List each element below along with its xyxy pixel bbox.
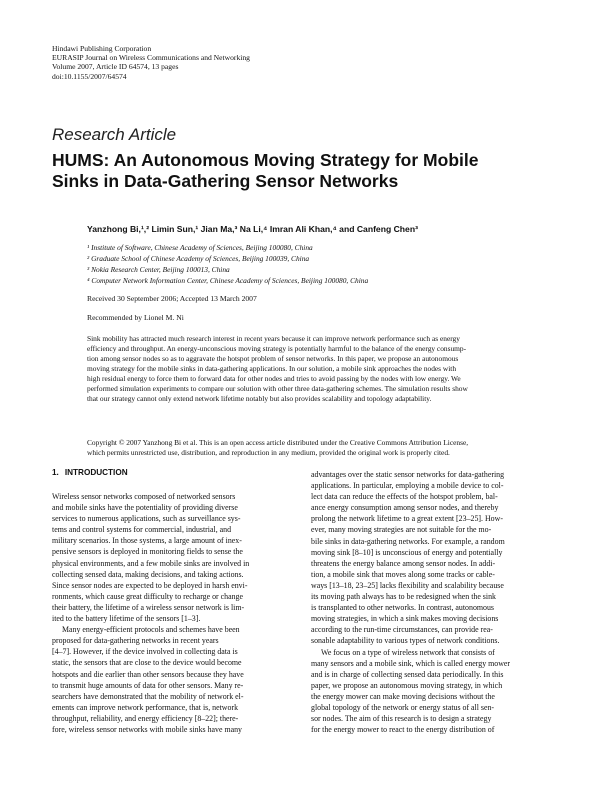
- body-line: ways [13–18, 23–25] lacks flexibility and scalability because: [311, 580, 504, 590]
- body-line: Wireless sensor networks composed of networked sensors: [52, 492, 236, 501]
- body-line: prolong the network lifetime to a great extent [23–25]. How-: [311, 514, 503, 524]
- body-line: threatens the energy balance among sensor nodes. In addi-: [311, 558, 496, 568]
- body-line: and mobile sinks have the potentiality of providing diverse: [52, 503, 238, 513]
- body-line: tems and control systems for commercial, industrial, and: [52, 525, 232, 535]
- body-line: its moving path always has to be redesigned when the sink: [311, 592, 496, 602]
- body-line: [4–7]. However, if the device involved in collecting data is: [52, 647, 238, 657]
- publisher-line: Hindawi Publishing Corporation: [52, 44, 152, 53]
- body-line: applications. In particular, employing a mobile device to col-: [311, 481, 504, 491]
- section-heading: [52, 468, 128, 477]
- body-line: collecting sensed data, making decisions, and taking actions.: [52, 569, 244, 579]
- body-line: is transplanted to other networks. In contrast, autonomous: [311, 603, 494, 613]
- affiliation: ⁴ Computer Network Information Center, Chinese Academy of Sciences, Beijing 100080, China: [87, 275, 369, 285]
- body-line: for the energy mower to react to the energy distribution of: [311, 725, 495, 735]
- body-line: advantages over the static sensor networks for data-gathering: [311, 470, 505, 479]
- body-line: tion, a mobile sink that moves along some tracks or cable-: [311, 569, 495, 579]
- right-column: [311, 469, 561, 735]
- copyright-line: which permits unrestricted use, distribution, and reproduction in any medium, provided the original work is properly cited.: [87, 448, 450, 458]
- journal-line: EURASIP Journal on Wireless Communications and Networking: [52, 53, 250, 63]
- body-line: their battery, the lifetime of a wireless sensor network is lim-: [52, 602, 245, 612]
- body-line: proposed for data-gathering networks in recent years: [52, 636, 219, 646]
- received-accepted-dates: Received 30 September 2006; Accepted 13 March 2007: [87, 294, 257, 303]
- affiliation: ³ Nokia Research Center, Beijing 100013, China: [87, 264, 230, 274]
- abstract-line: efficiency and throughput. An energy-unconscious moving strategy is potentially harmful to the balance of the energy consump-: [87, 344, 467, 354]
- body-line: according to the run-time circumstances, can provide rea-: [311, 625, 493, 635]
- body-line: Many energy-efficient protocols and schemes have been: [62, 625, 240, 635]
- abstract-line: Sink mobility has attracted much research interest in recent years because it can improve network performance such as energy: [87, 334, 460, 343]
- doi-line: doi:10.1155/2007/64574: [52, 71, 127, 81]
- article-type: Research Article: [52, 125, 177, 144]
- body-line: sonable adaptability to various types of network conditions.: [311, 636, 500, 646]
- body-line: bile sinks in data-gathering networks. For example, a random: [311, 536, 505, 546]
- body-line: the energy mower can make moving decisions without the: [311, 691, 495, 701]
- body-line: moving strategies, in which a sink makes moving decisions: [311, 614, 499, 624]
- body-line: paper, we propose an autonomous moving strategy, in which: [311, 680, 503, 690]
- body-line: fore, wireless sensor networks with mobile sinks have many: [52, 724, 242, 734]
- body-line: and is in charge of collecting sensed data periodically. In this: [311, 669, 504, 679]
- body-line: throughput, reliability, and energy efficiency [8–22]; there-: [52, 713, 239, 723]
- title-line: HUMS: An Autonomous Moving Strategy for Mobile: [52, 150, 479, 170]
- body-line: moving sink [8–10] is unconscious of energy and potentially: [311, 547, 503, 557]
- body-line: pensive sensors is deployed in monitoring fields to sense the: [52, 547, 243, 557]
- section-number: 1.: [52, 468, 59, 477]
- copyright-line: Copyright © 2007 Yanzhong Bi et al. This is an open access article distributed under the Creative Commons Attribution License,: [87, 438, 469, 447]
- abstract-line: that our strategy cannot only extend network lifetime notably but also provides scalability and topology adaptability.: [87, 394, 432, 404]
- journal-header: [52, 44, 250, 81]
- affiliation: ¹ Institute of Software, Chinese Academy of Sciences, Beijing 100080, China: [87, 243, 313, 252]
- abstract-line: moving strategy for the mobile sinks in data-gathering applications. In our solution, a mobile sink approaches the nodes with: [87, 364, 457, 374]
- body-line: military scenarios. In those systems, a large amount of inex-: [52, 536, 242, 546]
- body-line: hotspots and die earlier than other sensors because they have: [52, 669, 244, 679]
- section-title: INTRODUCTION: [64, 468, 128, 477]
- abstract-line: performed simulation experiments to compare our solution with other three data-gathering schemes. The simulation results show: [87, 384, 468, 394]
- body-line: ited to the battery lifetime of the sensors [1–3].: [52, 614, 201, 624]
- body-line: ever, many moving strategies are not suitable for the mo-: [311, 525, 492, 535]
- abstract: [87, 334, 549, 404]
- body-line: searchers have demonstrated that the mobility of network el-: [52, 691, 244, 701]
- left-column: [52, 491, 302, 735]
- body-line: to transmit huge amounts of data for other sensors. Many re-: [52, 680, 244, 690]
- body-line: services to numerous applications, such as surveillance sys-: [52, 514, 241, 524]
- body-line: many sensors and a mobile sink, which is called energy mower: [311, 658, 511, 668]
- affiliation: ² Graduate School of Chinese Academy of Sciences, Beijing 100039, China: [87, 253, 310, 263]
- body-line: physical environments, and a few mobile sinks are involved in: [52, 558, 250, 568]
- volume-line: Volume 2007, Article ID 64574, 13 pages: [52, 62, 179, 72]
- abstract-line: tion among sensor nodes so as to aggravate the hotspot problem of sensor networks. In this paper, we propose an autonomous: [87, 354, 459, 364]
- abstract-line: high residual energy to force them to forward data for other nodes and tries to avoid passing by the nodes with low energy. We: [87, 374, 461, 384]
- title-line: Sinks in Data-Gathering Sensor Networks: [52, 171, 399, 191]
- body-line: lect data can reduce the effects of the hotspot problem, bal-: [311, 492, 498, 502]
- copyright-notice: [87, 438, 549, 458]
- body-line: static, the sensors that are close to the device would become: [52, 658, 242, 668]
- body-line: ronments, which cause great difficulty to recharge or change: [52, 591, 243, 601]
- body-line: Since sensor nodes are expected to be deployed in harsh envi-: [52, 580, 248, 590]
- body-line: sor nodes. The aim of this research is to design a strategy: [311, 714, 492, 724]
- author-list: Yanzhong Bi,¹,² Limin Sun,¹ Jian Ma,³ Na Li,⁴ Imran Ali Khan,⁴ and Canfeng Chen³: [87, 224, 418, 234]
- body-line: We focus on a type of wireless network that consists of: [321, 647, 495, 657]
- affiliation-list: [87, 243, 368, 287]
- recommended-by: Recommended by Lionel M. Ni: [87, 313, 184, 322]
- body-line: ements can improve network performance, that is, network: [52, 702, 239, 712]
- body-line: ance energy consumption among sensor nodes, and thereby: [311, 503, 499, 513]
- body-line: global topology of the network or energy status of all sen-: [311, 702, 495, 712]
- paper-title: [52, 150, 522, 192]
